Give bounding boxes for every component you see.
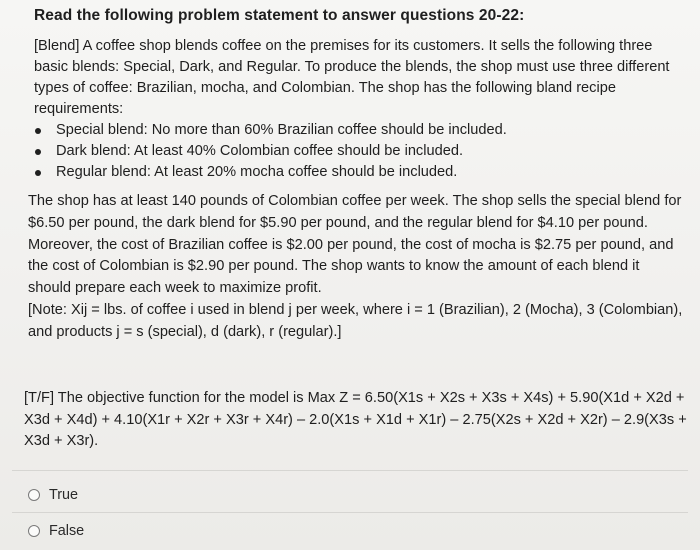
option-false-label: False (49, 523, 85, 539)
bullet-dot-icon (35, 149, 41, 155)
option-false[interactable] (28, 523, 84, 539)
divider (12, 470, 688, 471)
radio-false[interactable] (28, 525, 40, 537)
section-heading: Read the following problem statement to answer questions 20-22: (34, 7, 525, 24)
question-text: [T/F] The objective function for the model is Max Z = 6.50(X1s + X2s + X3s + X4s) + 5.90(X1d + X2d + X3d + X4d) + 4.10(X1r + X2r + X3r + X4r) – 2.0(X1s + X1d + X1r) – 2.75(X2s + X2d + X2r) – 2.9(X3s + X3d + X3r). (24, 390, 687, 449)
requirement-dark: Dark blend: At least 40% Colombian coffee should be included. (56, 143, 463, 159)
problem-intro: [Blend] A coffee shop blends coffee on the premises for its customers. It sells the following three basic blends: Special, Dark, and Regular. To produce the blends, the shop must use three different types of coffee: Brazilian, mocha, and Colombian. The shop has the following bland recipe requirements: (34, 38, 670, 117)
option-true-label: True (49, 487, 79, 503)
list-item (34, 120, 674, 141)
requirement-special: Special blend: No more than 60% Brazilian coffee should be included. (56, 122, 507, 138)
option-true[interactable] (28, 487, 78, 503)
list-item (34, 141, 674, 162)
pricing-paragraph: The shop has at least 140 pounds of Colombian coffee per week. The shop sells the special blend for $6.50 per pound, the dark blend for $5.90 per pound, and the regular blend for $4.10 per pound. Moreover, the cost of Brazilian coffee is $2.00 per pound, the cost of mocha is $2.75 per pound, and the cost of Colombian is $2.90 per pound. The shop wants to know the amount of each blend it should prepare each week to maximize profit. (28, 193, 682, 297)
variable-note: [Note: Xij = lbs. of coffee i used in blend j per week, where i = 1 (Brazilian), 2 (Mocha), 3 (Colombian), and products j = s (special), d (dark), r (regular).] (28, 301, 683, 340)
bullet-dot-icon (35, 170, 41, 176)
bullet-dot-icon (35, 128, 41, 134)
divider (12, 512, 688, 513)
recipe-requirements-list (34, 120, 674, 183)
requirement-regular: Regular blend: At least 20% mocha coffee should be included. (56, 164, 458, 180)
problem-details (28, 191, 686, 344)
radio-true[interactable] (28, 489, 40, 501)
list-item (34, 162, 674, 183)
